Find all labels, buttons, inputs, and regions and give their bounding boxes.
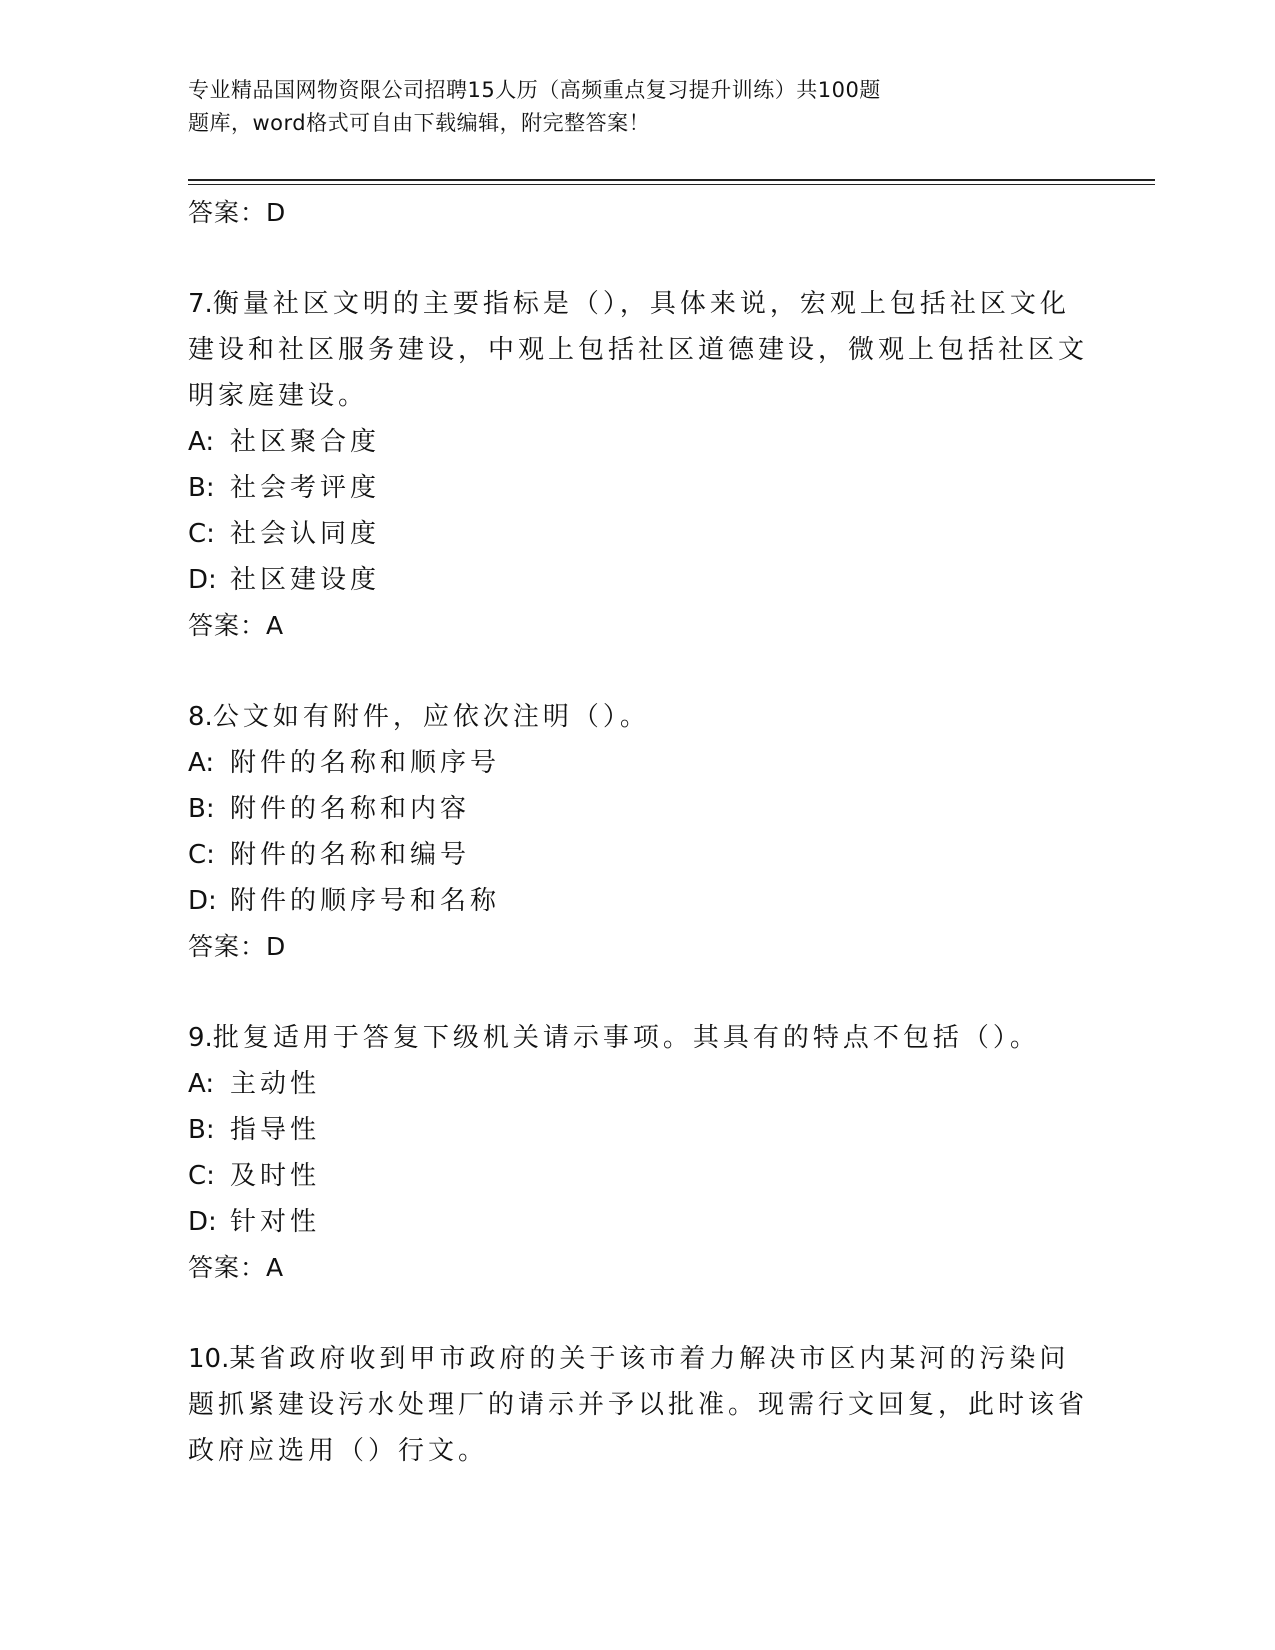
question-8 [188,694,1088,970]
option-c [188,1153,1088,1199]
header-rule-thin [188,184,1155,185]
question-7 [188,281,1088,649]
header-line-2: 题库，word格式可自由下载编辑，附完整答案！ [188,111,651,135]
option-key: B: [188,794,215,824]
document-header [188,74,1028,140]
document-body [188,190,1088,1474]
question-number: 7. [188,289,213,319]
option-a [188,740,1088,786]
option-key: C: [188,519,215,549]
question-10 [188,1336,1088,1474]
option-key: A: [188,427,215,457]
option-b [188,1107,1088,1153]
question-number: 10. [188,1344,230,1374]
question-number: 8. [188,702,213,732]
question-stem [188,694,1088,740]
option-text: 社区建设度 [230,565,381,595]
option-text: 社会认同度 [230,519,381,549]
question-text: 衡量社区文明的主要指标是（），具体来说，宏观上包括社区文化建设和社区服务建设，中观上包括社区道德建设，微观上包括社区文明家庭建设。 [188,289,1089,411]
answer-line: 答案：A [188,611,285,640]
answer-line: 答案：D [188,198,287,227]
option-b [188,786,1088,832]
question-text: 某省政府收到甲市政府的关于该市着力解决市区内某河的污染问题抓紧建设污水处理厂的请示并予以批准。现需行文回复，此时该省政府应选用（）行文。 [188,1344,1089,1466]
option-d [188,557,1088,603]
option-b [188,465,1088,511]
option-text: 主动性 [230,1069,321,1099]
option-text: 附件的顺序号和名称 [230,886,501,916]
question-text: 批复适用于答复下级机关请示事项。其具有的特点不包括（）。 [212,1023,1040,1053]
option-key: D: [188,565,217,595]
answer-line: 答案：D [188,932,287,961]
option-text: 社区聚合度 [230,427,381,457]
option-key: B: [188,473,215,503]
option-text: 指导性 [230,1115,321,1145]
option-c [188,832,1088,878]
option-key: D: [188,886,217,916]
option-key: B: [188,1115,215,1145]
option-text: 社会考评度 [230,473,381,503]
option-key: C: [188,1161,215,1191]
option-d [188,1199,1088,1245]
option-key: A: [188,1069,215,1099]
option-c [188,511,1088,557]
header-line-1: 专业精品国网物资限公司招聘15人历（高频重点复习提升训练）共100题 [188,78,881,102]
option-text: 附件的名称和内容 [230,794,471,824]
option-a [188,419,1088,465]
option-key: A: [188,748,215,778]
answer-line: 答案：A [188,1253,285,1282]
question-text: 公文如有附件，应依次注明（）。 [212,702,650,732]
option-key: C: [188,840,215,870]
option-text: 及时性 [230,1161,321,1191]
question-number: 9. [188,1023,213,1053]
option-d [188,878,1088,924]
option-text: 附件的名称和编号 [230,840,471,870]
question-stem [188,1336,1088,1474]
header-rule-thick [188,179,1155,181]
question-9 [188,1015,1088,1291]
option-text: 针对性 [230,1207,321,1237]
question-stem [188,1015,1088,1061]
question-stem [188,281,1088,419]
option-key: D: [188,1207,217,1237]
option-a [188,1061,1088,1107]
option-text: 附件的名称和顺序号 [230,748,501,778]
